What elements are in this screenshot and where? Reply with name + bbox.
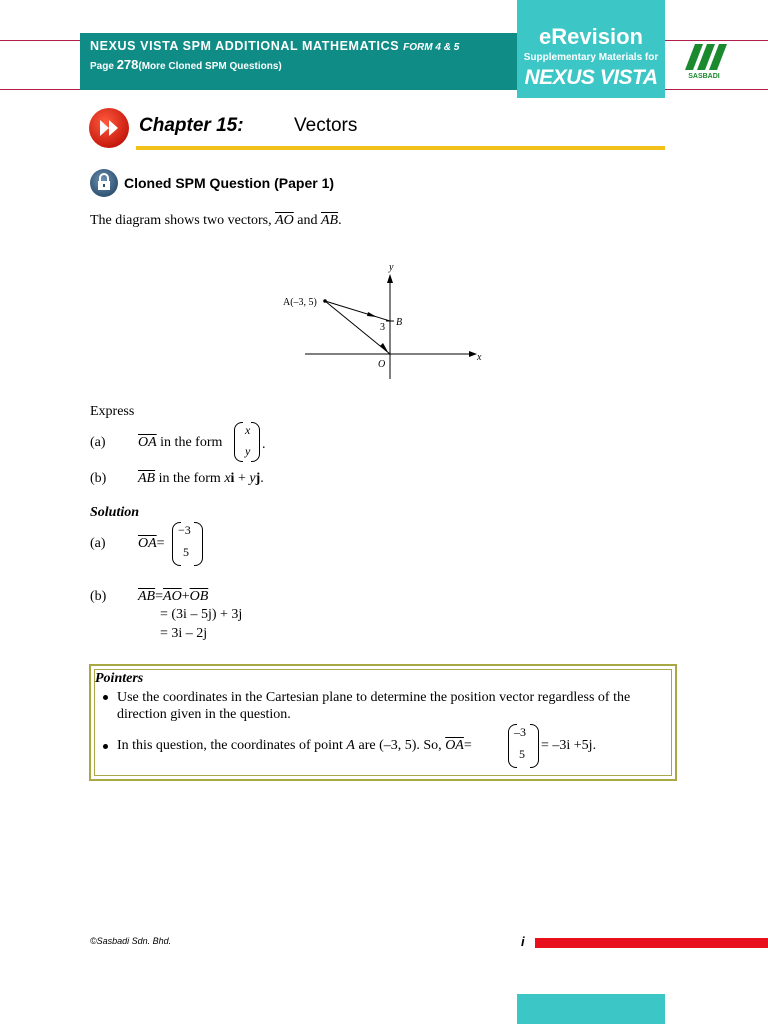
vector-diagram xyxy=(280,258,490,383)
header-page-info xyxy=(90,57,282,72)
erevision-title: eRevision xyxy=(539,24,643,49)
right-paren xyxy=(251,422,260,462)
solution-a-label: (a) xyxy=(90,536,106,551)
part-b-label: (b) xyxy=(90,471,107,486)
vector-ab-b: $\overline{AB}$ xyxy=(138,471,156,486)
solution-b-line3: = 3i – 2j xyxy=(160,626,208,641)
x-axis-label: x xyxy=(477,352,482,363)
vector-oa: $\overline{OA}$ xyxy=(138,435,157,450)
form-i: i xyxy=(230,471,235,486)
pointer-equals: = xyxy=(463,738,472,753)
section-icon xyxy=(90,169,118,197)
footer-copyright: ©Sasbadi Sdn. Bhd. xyxy=(90,936,172,946)
solution-matrix-bottom: 5 xyxy=(183,545,189,559)
point-b-value: 3 xyxy=(380,322,385,333)
and-text: and xyxy=(297,213,318,228)
vector-ao: $\overline{AO}$ xyxy=(275,213,294,228)
book-title: NEXUS VISTA SPM ADDITIONAL MATHEMATICS xyxy=(90,39,400,53)
footer-page-mark: i xyxy=(521,934,525,949)
part-a-text xyxy=(138,435,222,451)
pointers-title: Pointers xyxy=(95,671,144,686)
fast-forward-icon xyxy=(89,108,129,148)
point-a-label: A(–3, 5) xyxy=(283,297,317,308)
y-axis-arrow-icon xyxy=(387,274,393,283)
solution-heading: Solution xyxy=(90,505,140,520)
matrix-y: y xyxy=(245,444,251,458)
chapter-label: Chapter 15: xyxy=(139,115,244,136)
express-text: Express xyxy=(90,404,135,419)
solution-vector-ab: $\overline{AB}$ xyxy=(138,589,156,604)
bottom-tab xyxy=(517,994,665,1024)
page-prefix: Page xyxy=(90,61,114,72)
left-paren xyxy=(234,422,243,462)
form-j: j xyxy=(255,471,261,486)
solution-vector-oa: $\overline{OA}$ xyxy=(138,536,157,551)
pointer-vector-oa: $\overline{OA}$ xyxy=(445,738,464,753)
pointer-item-1: Use the coordinates in the Cartesian plane to determine the position vector regardless of the direction given in the question. xyxy=(117,690,631,722)
chapter-icon xyxy=(89,108,129,148)
pointer-result: = –3i +5j. xyxy=(541,738,597,753)
vector-ab: $\overline{AB}$ xyxy=(320,213,339,228)
point-a-ref: A xyxy=(346,738,355,753)
point-b-label: B xyxy=(396,317,403,328)
solution-matrix-top: −3 xyxy=(178,523,191,537)
vector-ao-arrow-icon xyxy=(380,343,388,352)
lock-icon xyxy=(90,169,118,197)
y-axis-label: y xyxy=(389,262,394,273)
page-note: (More Cloned SPM Questions) xyxy=(138,61,282,72)
erevision-subtitle: Supplementary Materials for xyxy=(523,52,659,63)
form-text-b: in the form xyxy=(158,471,221,486)
part-a-label: (a) xyxy=(90,435,106,450)
point-a xyxy=(323,299,327,303)
sasbadi-logo-text: SASBADI xyxy=(688,73,720,80)
pointer-item-2 xyxy=(117,738,472,754)
origin-label: O xyxy=(378,359,386,370)
matrix-x: x xyxy=(245,423,251,437)
question-intro xyxy=(90,213,342,229)
chapter-name: Vectors xyxy=(294,115,358,136)
pointer-item-2-text: In this question, the coordinates of point xyxy=(117,738,343,753)
form-label: FORM 4 & 5 xyxy=(403,42,460,53)
sasbadi-logo-icon xyxy=(683,42,729,72)
vector-ab-arrow-icon xyxy=(367,312,377,317)
pointer-right-paren xyxy=(530,724,539,768)
bullet-icon xyxy=(103,744,108,749)
period: . xyxy=(338,213,342,228)
section-title: Cloned SPM Question (Paper 1) xyxy=(124,175,335,191)
form-period: . xyxy=(260,471,264,486)
plus-sign: + xyxy=(181,589,190,604)
form-plus: + xyxy=(234,471,250,486)
solution-right-paren xyxy=(194,522,203,566)
solution-vector-ao: $\overline{AO}$ xyxy=(163,589,182,604)
part-a-period: . xyxy=(262,437,266,452)
part-b-text xyxy=(138,471,264,487)
x-axis-arrow-icon xyxy=(469,351,477,357)
form-text: in the form xyxy=(160,435,223,450)
solution-b-line2: = (3i – 5j) + 3j xyxy=(160,607,243,622)
vector-ab-line xyxy=(325,301,390,321)
footer-red-bar xyxy=(535,938,768,948)
chapter-underline xyxy=(136,146,665,150)
equals-sign: = xyxy=(156,536,165,551)
pointer-matrix-top: –3 xyxy=(514,725,526,739)
equals-sign-b: = xyxy=(155,589,164,604)
solution-a-eq xyxy=(138,536,165,552)
pointer-matrix-bottom: 5 xyxy=(519,747,525,761)
form-x: x xyxy=(224,471,231,486)
bullet-icon xyxy=(103,695,108,700)
erevision-brand: NEXUS VISTA xyxy=(524,66,658,89)
solution-vector-ob: $\overline{OB}$ xyxy=(189,589,209,604)
form-y: y xyxy=(249,471,256,486)
pointer-coords: are (–3, 5). So, xyxy=(358,738,442,753)
header-title xyxy=(90,39,459,53)
page-number: 278 xyxy=(116,57,139,72)
intro-text: The diagram shows two vectors, xyxy=(90,213,272,228)
solution-b-label: (b) xyxy=(90,589,107,604)
solution-b-line1 xyxy=(138,589,208,605)
